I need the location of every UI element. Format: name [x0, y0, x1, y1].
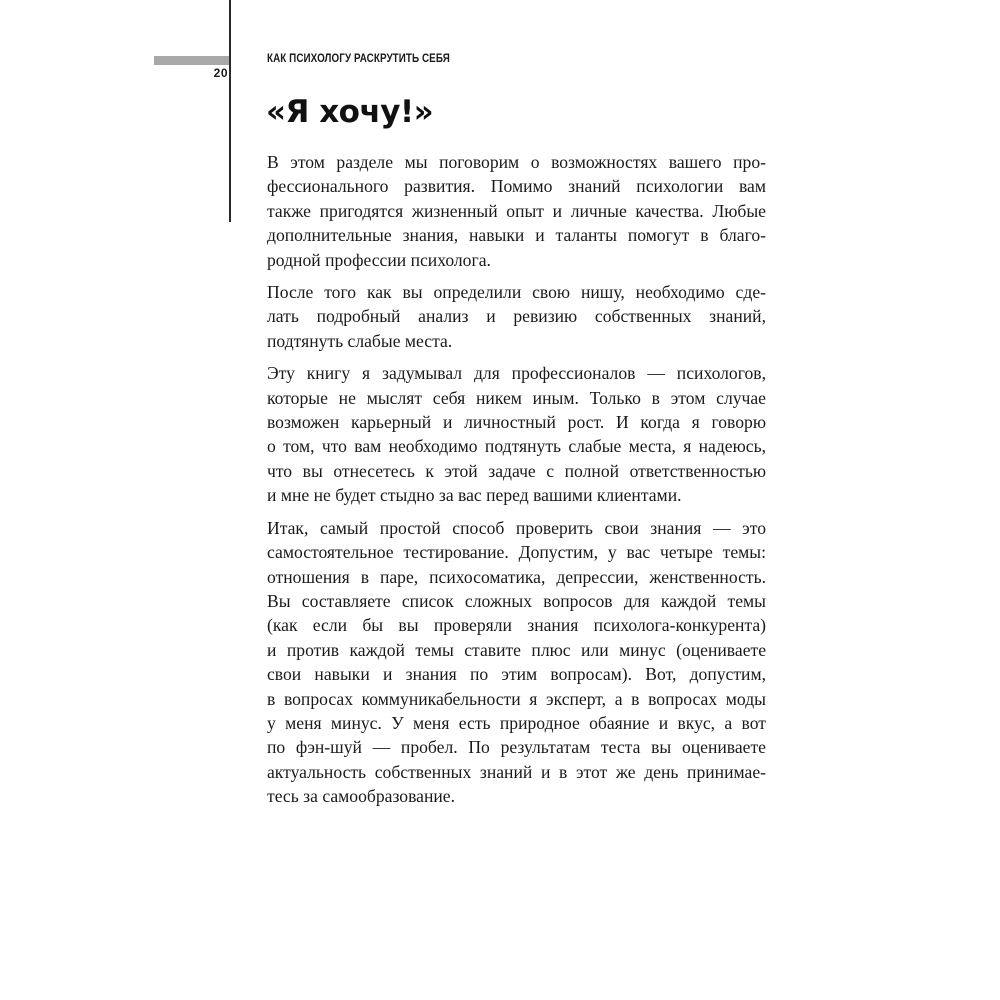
text-line: возможен карьерный и личностный рост. И когда я говорю [267, 412, 766, 433]
text-line: родной профессии психолога. [267, 249, 491, 270]
text-line: и против каждой темы ставите плюс или минус (оцениваете [267, 639, 766, 660]
text-line: лать подробный анализ и ревизию собственных знаний, [267, 306, 766, 327]
margin-vertical-rule [229, 0, 231, 222]
text-line: в вопросах коммуникабельности я эксперт, а в вопросах моды [267, 688, 766, 709]
text-line: у меня минус. У меня есть природное обаяние и вкус, а вот [267, 712, 766, 733]
paragraph-1 [267, 150, 766, 272]
text-line: также пригодятся жизненный опыт и личные качества. Любые [267, 200, 766, 221]
body-text [267, 150, 766, 817]
text-line: самостоятельное тестирование. Допустим, у вас четыре темы: [267, 542, 766, 563]
text-line: которые не мыслят себя никем иным. Только в этом случае [267, 387, 766, 408]
text-line: фессионального развития. Помимо знаний психологии вам [267, 176, 766, 197]
text-line: и мне не будет стыдно за вас перед вашими клиентами. [267, 485, 682, 506]
text-line: Эту книгу я задумывал для профессионалов — психологов, [267, 363, 766, 384]
text-line: свои навыки и знания по этим вопросам). Вот, допустим, [267, 664, 766, 685]
text-line: дополнительные знания, навыки и таланты помогут в благо- [267, 225, 766, 246]
text-line: (как если бы вы проверяли знания психолога-конкурента) [267, 615, 766, 636]
paragraph-3 [267, 361, 766, 507]
text-line: о том, что вам необходимо подтянуть слабые места, я надеюсь, [267, 436, 766, 457]
text-line: отношения в паре, психосоматика, депрессии, женственность. [267, 566, 766, 587]
paragraph-2 [267, 280, 766, 353]
text-line: Итак, самый простой способ проверить свои знания — это [267, 517, 766, 538]
page-number: 20 [213, 66, 228, 80]
text-line: актуальность собственных знаний и в этот же день принимае- [267, 761, 766, 782]
text-line: подтянуть слабые места. [267, 330, 453, 351]
text-line: по фэн-шуй — пробел. По результатам теста вы оцениваете [267, 737, 766, 758]
paragraph-4 [267, 516, 766, 809]
text-line: что вы отнесетесь к этой задаче с полной ответственностью [267, 460, 766, 481]
text-line: В этом разделе мы поговорим о возможностях вашего про- [267, 152, 766, 172]
text-line: Вы составляете список сложных вопросов для каждой темы [267, 590, 766, 611]
running-head: КАК ПСИХОЛОГУ РАСКРУТИТЬ СЕБЯ [267, 51, 450, 65]
chapter-title: «Я хочу!» [266, 94, 434, 130]
text-line: После того как вы определили свою нишу, необходимо сде- [267, 282, 766, 303]
text-line: тесь за самообразование. [267, 786, 456, 807]
header-gray-bar [154, 56, 229, 65]
